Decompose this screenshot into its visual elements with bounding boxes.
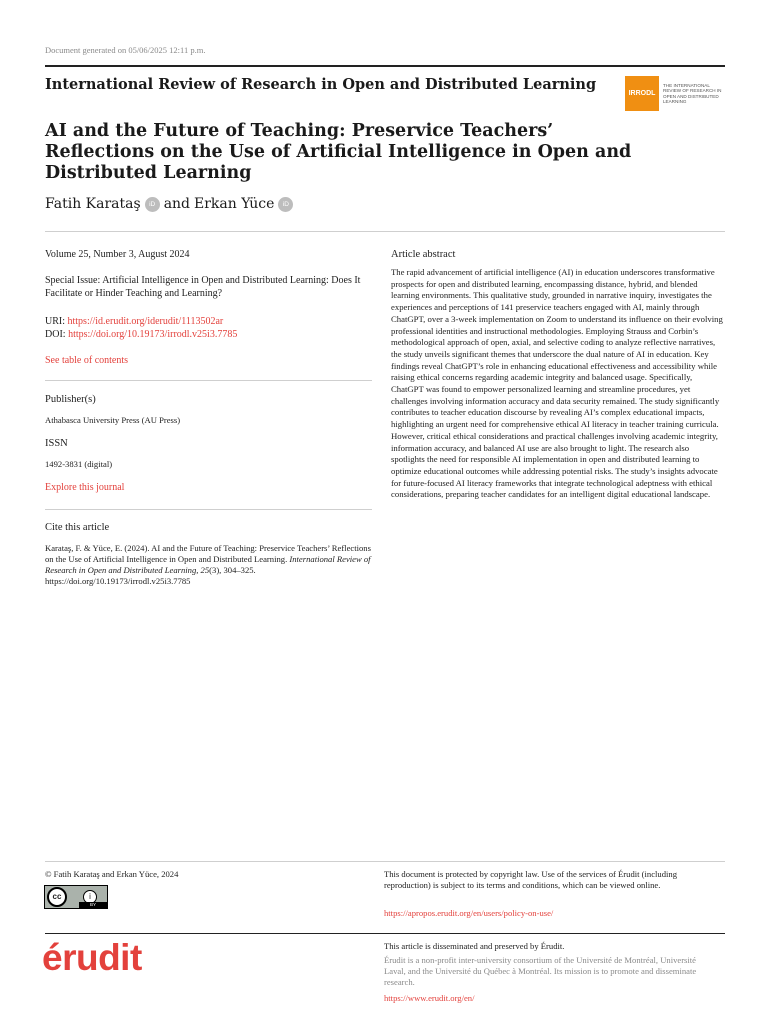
journal-logo[interactable] [625, 76, 725, 111]
erudit-link[interactable]: https://www.erudit.org/en/ [384, 993, 475, 1003]
citation-journal: International Review of Research in Open and Distributed Learning, 25 [45, 554, 371, 575]
doi-label: DOI: [45, 329, 66, 340]
erudit-description: Érudit is a non-profit inter-university consortium of the Université de Montréal, Université Laval, and the Université du Québec à Montréal. Its mission is to promote and disseminate research. [384, 955, 697, 987]
author-list [45, 196, 297, 212]
orcid-icon[interactable]: iD [278, 197, 293, 212]
policy-link[interactable]: https://apropos.erudit.org/en/users/policy-on-use/ [384, 908, 554, 918]
citation-main: Karataş, F. & Yüce, E. (2024). AI and the Future of Teaching: Preservice Teachers’ Reflections on the Use of Artificial Intelligence in Open and Distributed Learning. [45, 543, 371, 564]
left-divider [45, 509, 372, 510]
doi-line [45, 329, 375, 342]
explore-journal-link[interactable]: Explore this journal [45, 482, 125, 493]
dissemination-notice: This article is disseminated and preserved by Érudit. [384, 941, 565, 951]
abstract-text: The rapid advancement of artificial intelligence (AI) in education underscores transformative prospects for open and distributed learning, encompassing distance, hybrid, and blended learning environments. This qualitative study, grounded in narrative inquiry, investigates the experiences and perceptions of 141 preservice teachers engaged with AI, mainly through ChatGPT, over a 3-week implementation on Zoom to understand its influence on their evolving professional identities and instructional methodologies. Employing Strauss and Corbin’s methodological approach of open, axial, and selective coding to analyze reflective narratives, the study unveils significant themes that underscore the dual nature of AI in education. Key findings reveal ChatGPT’s role in enhancing educational effectiveness and accessibility while raising ethical concerns regarding academic integrity and balanced usage. Specifically, ChatGPT was found to empower personalized learning and streamline procedures, yet challenges involving information accuracy and data security remained. The study significantly contributes to teacher education discourse by revealing AI’s complex educational impacts, highlighting an urgent need for comprehensive ethical AI literacy in teacher training curricula. However, critical ethical considerations and practical challenges involving academic integrity, information accuracy, and balanced AI use are also brought to light. The research also spotlights the need for responsible AI implementation in open and distributed learning to optimize educational outcomes while addressing potential risks. The study’s insights advocate for future-focused AI literacy frameworks that integrate technological adeptness with ethical considerations, preparing teacher candidates for an intelligent digital educational landscape. [391, 267, 723, 500]
abstract-heading: Article abstract [391, 249, 456, 260]
citation-text [45, 543, 375, 587]
issn-heading: ISSN [45, 438, 68, 449]
footer-bottom-divider [45, 933, 725, 934]
author-name[interactable]: Fatih Karataş [45, 196, 141, 212]
cc-icon: cc [47, 887, 67, 907]
article-title: AI and the Future of Teaching: Preservice Teachers’ Reflections on the Use of Artificial Intelligence in Open and Distributed Learning [45, 121, 632, 183]
citation-pages: (3), 304–325. https://doi.org/10.19173/irrodl.v25i3.7785 [45, 565, 256, 586]
author-name[interactable]: Erkan Yüce [194, 196, 275, 212]
cite-heading: Cite this article [45, 522, 110, 533]
copyright-statement: This document is protected by copyright law. Use of the services of Érudit (including reproduction) is subject to its terms and conditions, which can be viewed online. [384, 869, 677, 890]
volume-info: Volume 25, Number 3, August 2024 [45, 249, 190, 260]
uri-label: URI: [45, 316, 65, 327]
by-label: BY [79, 902, 107, 908]
publisher-heading: Publisher(s) [45, 394, 96, 405]
header-divider [45, 65, 725, 67]
generated-date: Document generated on 05/06/2025 12:11 p.m. [45, 45, 206, 55]
section-divider [45, 231, 725, 232]
issn-value: 1492-3831 (digital) [45, 459, 113, 469]
table-of-contents-link[interactable]: See table of contents [45, 355, 129, 366]
left-divider [45, 380, 372, 381]
footer-divider [45, 861, 725, 862]
uri-line [45, 316, 375, 329]
copyright-notice: © Fatih Karataş and Erkan Yüce, 2024 [45, 869, 179, 879]
irrodl-logo-text: THE INTERNATIONAL REVIEW OF RESEARCH IN OPEN AND DISTRIBUTED LEARNING [663, 82, 722, 104]
irrodl-logo-mark: IRRODL [625, 76, 659, 111]
doi-link[interactable]: https://doi.org/10.19173/irrodl.v25i3.7785 [68, 329, 238, 340]
orcid-icon[interactable]: iD [145, 197, 160, 212]
erudit-logo[interactable]: érudit [42, 937, 142, 978]
cc-by-license-badge[interactable] [44, 885, 108, 909]
journal-title: International Review of Research in Open and Distributed Learning [45, 76, 597, 93]
publisher-name: Athabasca University Press (AU Press) [45, 415, 181, 425]
attribution-person-icon: i [83, 890, 97, 904]
special-issue: Special Issue: Artificial Intelligence in Open and Distributed Learning: Does It Facilitate or Hinder Teaching and Learning? [45, 275, 361, 299]
uri-link[interactable]: https://id.erudit.org/iderudit/1113502ar [67, 316, 224, 327]
author-separator: and [163, 196, 191, 212]
